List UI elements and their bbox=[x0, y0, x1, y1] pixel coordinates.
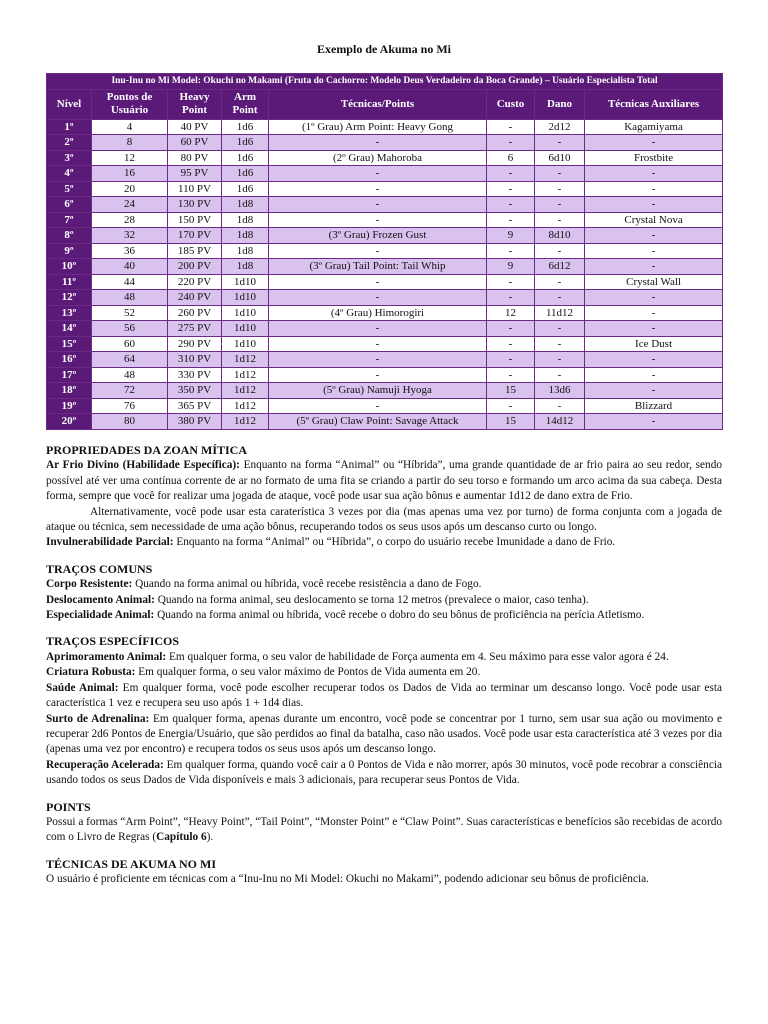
table-row bbox=[47, 212, 723, 228]
table-cell: 95 PV bbox=[168, 166, 222, 182]
column-header: Pontos de Usuário bbox=[92, 89, 168, 119]
table-cell: - bbox=[585, 352, 723, 368]
table-cell: 6º bbox=[47, 197, 92, 213]
saude-text: Em qualquer forma, você pode escolher recuperar todos os Dados de Vida ao terminar um descanso longo. Você pode usar esta característica 1 vez e recupera seu uso após 1 + 1d4 dias. bbox=[46, 681, 722, 710]
table-cell: 56 bbox=[92, 321, 168, 337]
table-cell: 1d10 bbox=[222, 336, 269, 352]
points-text-before: Possui a formas “Arm Point”, “Heavy Point”, “Tail Point”, “Monster Point” e “Claw Point”. Suas características e benefícios são recebidas de acordo com o Livro de Regras ( bbox=[46, 815, 722, 844]
table-cell: 1d8 bbox=[222, 212, 269, 228]
points-paragraph bbox=[46, 815, 722, 846]
table-cell: 28 bbox=[92, 212, 168, 228]
table-cell: 24 bbox=[92, 197, 168, 213]
table-cell: 1d6 bbox=[222, 181, 269, 197]
table-cell: Ice Dust bbox=[585, 336, 723, 352]
table-cell: (2º Grau) Mahoroba bbox=[269, 150, 487, 166]
document-body bbox=[46, 443, 722, 888]
table-cell: - bbox=[487, 119, 535, 135]
table-cell: 60 PV bbox=[168, 135, 222, 151]
table-cell: 7º bbox=[47, 212, 92, 228]
table-cell: (5º Grau) Namuji Hyoga bbox=[269, 383, 487, 399]
table-cell: - bbox=[269, 197, 487, 213]
table-row bbox=[47, 321, 723, 337]
table-cell: 32 bbox=[92, 228, 168, 244]
column-header: Dano bbox=[535, 89, 585, 119]
criatura-text: Em qualquer forma, o seu valor máximo de Pontos de Vida aumenta em 20. bbox=[135, 666, 481, 679]
invuln-paragraph bbox=[46, 535, 722, 550]
table-cell: 4 bbox=[92, 119, 168, 135]
table-cell: - bbox=[585, 166, 723, 182]
table-cell: 9º bbox=[47, 243, 92, 259]
table-cell: - bbox=[535, 243, 585, 259]
table-cell: 15 bbox=[487, 414, 535, 430]
table-cell: - bbox=[535, 336, 585, 352]
table-cell: - bbox=[487, 166, 535, 182]
table-cell: 11d12 bbox=[535, 305, 585, 321]
table-row bbox=[47, 274, 723, 290]
table-cell: 1d8 bbox=[222, 228, 269, 244]
aprim-text: Em qualquer forma, o seu valor de habilidade de Força aumenta em 4. Seu máximo para esse valor agora é 24. bbox=[166, 650, 669, 663]
table-cell: - bbox=[585, 383, 723, 399]
table-cell: 1d6 bbox=[222, 166, 269, 182]
table-cell: - bbox=[585, 197, 723, 213]
table-cell: - bbox=[269, 367, 487, 383]
espec-paragraph bbox=[46, 608, 722, 623]
table-row bbox=[47, 398, 723, 414]
table-cell: 1d12 bbox=[222, 367, 269, 383]
table-cell: - bbox=[535, 135, 585, 151]
table-cell: 13º bbox=[47, 305, 92, 321]
zoan-heading: PROPRIEDADES DA ZOAN MÍTICA bbox=[46, 443, 248, 457]
table-cell: - bbox=[487, 321, 535, 337]
desloc-text: Quando na forma animal, seu deslocamento se torna 12 metros (prevalece o maior, caso tenha). bbox=[154, 593, 589, 606]
ar-frio-paragraph bbox=[46, 458, 722, 504]
table-cell: - bbox=[269, 135, 487, 151]
table-cell: Frostbite bbox=[585, 150, 723, 166]
table-cell: - bbox=[585, 181, 723, 197]
table-row bbox=[47, 259, 723, 275]
table-cell: Crystal Nova bbox=[585, 212, 723, 228]
page-title: Exemplo de Akuma no Mi bbox=[316, 42, 451, 56]
table-cell: (4º Grau) Himorogiri bbox=[269, 305, 487, 321]
surto-text: Em qualquer forma, apenas durante um encontro, você pode se concentrar por 1 turno, sem usar sua ação ou movimento e recuperar 2d6 Pontos de Energia/Usuário, que são perdidos ao final da batalha, caso não usados. Você pode usar esta característica até 3 vezes por dia (apenas uma vez por encontro) e recupera todos os seus usos após um descanso longo. bbox=[46, 712, 722, 756]
table-cell: - bbox=[269, 290, 487, 306]
table-cell: - bbox=[535, 181, 585, 197]
table-cell: 12º bbox=[47, 290, 92, 306]
table-caption: Inu-Inu no Mi Model: Okuchi no Makami (Fruta do Cachorro: Modelo Deus Verdadeiro da Boca Grande) – Usuário Especialista Total bbox=[47, 74, 723, 90]
table-cell: - bbox=[535, 321, 585, 337]
table-cell: 1d10 bbox=[222, 274, 269, 290]
table-cell: - bbox=[269, 274, 487, 290]
table-row bbox=[47, 150, 723, 166]
column-header: Custo bbox=[487, 89, 535, 119]
table-cell: (3º Grau) Tail Point: Tail Whip bbox=[269, 259, 487, 275]
table-cell: 1d12 bbox=[222, 352, 269, 368]
column-header: Técnicas Auxiliares bbox=[585, 89, 723, 119]
invuln-text: Enquanto na forma “Animal” ou “Híbrida”, o corpo do usuário recebe Imunidade a dano de Frio. bbox=[173, 536, 616, 549]
table-cell: - bbox=[535, 212, 585, 228]
table-row bbox=[47, 228, 723, 244]
table-cell: - bbox=[487, 212, 535, 228]
table-cell: 16 bbox=[92, 166, 168, 182]
table-row bbox=[47, 290, 723, 306]
ar-frio-text: Enquanto na forma “Animal” ou “Híbrida”, uma grande quantidade de ar frio paira ao seu redor, sendo possível até ver uma contínua corrente de ar no formato de uma fita se criando a partir do seu torso e formando um arco acima da sua cabeça. Desta forma, sempre que você for realizar uma jogada de ataque, você pode usar sua ação bônus e aumentar 1d12 de dano extra de Frio. bbox=[46, 459, 722, 503]
table-cell: 2d12 bbox=[535, 119, 585, 135]
table-cell: - bbox=[269, 243, 487, 259]
table-cell: - bbox=[487, 336, 535, 352]
table-cell: 14º bbox=[47, 321, 92, 337]
table-cell: - bbox=[585, 414, 723, 430]
table-cell: 8 bbox=[92, 135, 168, 151]
table-row bbox=[47, 305, 723, 321]
table-cell: 1d6 bbox=[222, 135, 269, 151]
corpo-paragraph bbox=[46, 577, 722, 592]
table-cell: 36 bbox=[92, 243, 168, 259]
table-cell: 12 bbox=[92, 150, 168, 166]
table-cell: - bbox=[535, 367, 585, 383]
table-cell: 170 PV bbox=[168, 228, 222, 244]
table-cell: 1d10 bbox=[222, 290, 269, 306]
table-cell: - bbox=[269, 166, 487, 182]
table-cell: - bbox=[585, 243, 723, 259]
table-header-row bbox=[47, 89, 723, 119]
table-cell: 18º bbox=[47, 383, 92, 399]
corpo-label: Corpo Resistente: bbox=[46, 578, 133, 591]
espec-label: Especialidade Animal: bbox=[46, 609, 155, 622]
table-cell: 1d6 bbox=[222, 119, 269, 135]
table-cell: 8º bbox=[47, 228, 92, 244]
table-cell: - bbox=[535, 398, 585, 414]
table-cell: - bbox=[487, 274, 535, 290]
table-row bbox=[47, 383, 723, 399]
table-cell: - bbox=[269, 212, 487, 228]
table-cell: 380 PV bbox=[168, 414, 222, 430]
table-cell: 2º bbox=[47, 135, 92, 151]
table-cell: 290 PV bbox=[168, 336, 222, 352]
table-cell: - bbox=[487, 352, 535, 368]
table-cell: 15º bbox=[47, 336, 92, 352]
table-cell: (5º Grau) Claw Point: Savage Attack bbox=[269, 414, 487, 430]
table-cell: 48 bbox=[92, 290, 168, 306]
table-cell: 1d6 bbox=[222, 150, 269, 166]
table-cell: 1d10 bbox=[222, 321, 269, 337]
table-cell: - bbox=[487, 243, 535, 259]
table-cell: - bbox=[269, 352, 487, 368]
table-cell: - bbox=[535, 166, 585, 182]
table-cell: 20º bbox=[47, 414, 92, 430]
column-header: Arm Point bbox=[222, 89, 269, 119]
aprim-paragraph bbox=[46, 650, 722, 665]
table-cell: (1º Grau) Arm Point: Heavy Gong bbox=[269, 119, 487, 135]
table-cell: 13d6 bbox=[535, 383, 585, 399]
table-cell: - bbox=[585, 367, 723, 383]
table-cell: 150 PV bbox=[168, 212, 222, 228]
table-cell: 350 PV bbox=[168, 383, 222, 399]
table-cell: 60 bbox=[92, 336, 168, 352]
table-cell: 5º bbox=[47, 181, 92, 197]
table-cell: 6d10 bbox=[535, 150, 585, 166]
table-row bbox=[47, 166, 723, 182]
table-cell: - bbox=[269, 336, 487, 352]
surto-label: Surto de Adrenalina: bbox=[46, 712, 150, 725]
table-cell: Blizzard bbox=[585, 398, 723, 414]
table-cell: 1d12 bbox=[222, 414, 269, 430]
table-cell: 1d12 bbox=[222, 383, 269, 399]
table-cell: 16º bbox=[47, 352, 92, 368]
table-cell: - bbox=[487, 367, 535, 383]
table-cell: 40 PV bbox=[168, 119, 222, 135]
table-cell: - bbox=[535, 290, 585, 306]
espec-text: Quando na forma animal ou híbrida, você recebe o dobro do seu bônus de proficiência na perícia Atletismo. bbox=[154, 609, 645, 622]
table-cell: 40 bbox=[92, 259, 168, 275]
aprim-label: Aprimoramento Animal: bbox=[46, 650, 167, 663]
table-cell: 10º bbox=[47, 259, 92, 275]
table-cell: 80 bbox=[92, 414, 168, 430]
table-cell: 1d8 bbox=[222, 243, 269, 259]
table-row bbox=[47, 414, 723, 430]
table-cell: (3º Grau) Frozen Gust bbox=[269, 228, 487, 244]
table-row bbox=[47, 336, 723, 352]
table-cell: 11º bbox=[47, 274, 92, 290]
saude-paragraph bbox=[46, 681, 722, 712]
table-cell: - bbox=[487, 290, 535, 306]
table-row bbox=[47, 243, 723, 259]
table-cell: 240 PV bbox=[168, 290, 222, 306]
table-cell: 1d8 bbox=[222, 259, 269, 275]
table-cell: - bbox=[269, 321, 487, 337]
table-cell: - bbox=[585, 321, 723, 337]
table-cell: 8d10 bbox=[535, 228, 585, 244]
table-cell: - bbox=[535, 352, 585, 368]
table-cell: 20 bbox=[92, 181, 168, 197]
table-cell: 76 bbox=[92, 398, 168, 414]
criatura-paragraph bbox=[46, 665, 722, 680]
table-cell: 12 bbox=[487, 305, 535, 321]
alternativa-paragraph: Alternativamente, você pode usar esta caraterística 3 vezes por dia (mas apenas uma vez por turno) de forma conjunta com a jogada de ataque ou técnica, sem necessidade de uma ação bônus, recuperando todos os seus usos após um descanso curto ou longo. bbox=[46, 505, 722, 534]
table-cell: - bbox=[535, 274, 585, 290]
table-cell: 275 PV bbox=[168, 321, 222, 337]
points-heading: POINTS bbox=[46, 799, 91, 814]
table-cell: - bbox=[585, 259, 723, 275]
table-cell: - bbox=[487, 197, 535, 213]
table-cell: 1d10 bbox=[222, 305, 269, 321]
table-cell: Kagamiyama bbox=[585, 119, 723, 135]
table-cell: 6 bbox=[487, 150, 535, 166]
table-cell: - bbox=[487, 181, 535, 197]
recup-text: Em qualquer forma, quando você cair a 0 Pontos de Vida e não morrer, após 30 minutos, você pode recobrar a consciência usando todos os seus Dados de Vida disponíveis e mais 3 adicionais, para recuperar seus Pontos de Vida. bbox=[46, 758, 722, 787]
table-cell: 9 bbox=[487, 228, 535, 244]
points-chapter: Capítulo 6 bbox=[156, 831, 207, 844]
table-row bbox=[47, 352, 723, 368]
akuma-table bbox=[46, 73, 723, 430]
table-row bbox=[47, 135, 723, 151]
table-cell: 310 PV bbox=[168, 352, 222, 368]
table-cell: 110 PV bbox=[168, 181, 222, 197]
table-cell: 9 bbox=[487, 259, 535, 275]
desloc-label: Deslocamento Animal: bbox=[46, 593, 155, 606]
desloc-paragraph bbox=[46, 593, 722, 608]
table-cell: 44 bbox=[92, 274, 168, 290]
table-cell: 1d8 bbox=[222, 197, 269, 213]
table-cell: 330 PV bbox=[168, 367, 222, 383]
points-text-after: ). bbox=[206, 831, 214, 844]
table-cell: 1º bbox=[47, 119, 92, 135]
surto-paragraph bbox=[46, 712, 722, 758]
recup-label: Recuperação Acelerada: bbox=[46, 758, 164, 771]
table-row bbox=[47, 197, 723, 213]
table-cell: - bbox=[585, 290, 723, 306]
table-cell: Crystal Wall bbox=[585, 274, 723, 290]
table-cell: 17º bbox=[47, 367, 92, 383]
comuns-heading: TRAÇOS COMUNS bbox=[46, 561, 153, 576]
table-cell: 4º bbox=[47, 166, 92, 182]
table-cell: 3º bbox=[47, 150, 92, 166]
table-cell: - bbox=[269, 398, 487, 414]
table-cell: 130 PV bbox=[168, 197, 222, 213]
table-cell: - bbox=[535, 197, 585, 213]
table-cell: 72 bbox=[92, 383, 168, 399]
table-cell: 52 bbox=[92, 305, 168, 321]
tecnicas-heading: TÉCNICAS DE AKUMA NO MI bbox=[46, 856, 217, 871]
table-cell: 260 PV bbox=[168, 305, 222, 321]
tecnicas-paragraph: O usuário é proficiente em técnicas com a “Inu-Inu no Mi Model: Okuchi no Makami”, podendo adicionar seu bônus de proficiência. bbox=[46, 873, 649, 886]
column-header: Técnicas/Points bbox=[269, 89, 487, 119]
table-cell: 15 bbox=[487, 383, 535, 399]
table-cell: 200 PV bbox=[168, 259, 222, 275]
table-cell: - bbox=[487, 398, 535, 414]
table-row bbox=[47, 367, 723, 383]
table-row bbox=[47, 181, 723, 197]
table-cell: 64 bbox=[92, 352, 168, 368]
criatura-label: Criatura Robusta: bbox=[46, 666, 136, 679]
table-row bbox=[47, 119, 723, 135]
ar-frio-label: Ar Frio Divino (Habilidade Específica): bbox=[46, 459, 240, 472]
saude-label: Saúde Animal: bbox=[46, 681, 119, 694]
table-cell: - bbox=[585, 305, 723, 321]
table-cell: 80 PV bbox=[168, 150, 222, 166]
especificos-heading: TRAÇOS ESPECÍFICOS bbox=[46, 634, 180, 649]
table-cell: 6d12 bbox=[535, 259, 585, 275]
table-cell: 14d12 bbox=[535, 414, 585, 430]
column-header: Heavy Point bbox=[168, 89, 222, 119]
table-cell: - bbox=[487, 135, 535, 151]
table-cell: - bbox=[269, 181, 487, 197]
corpo-text: Quando na forma animal ou híbrida, você recebe resistência a dano de Fogo. bbox=[132, 578, 482, 591]
recup-paragraph bbox=[46, 758, 722, 789]
invuln-label: Invulnerabilidade Parcial: bbox=[46, 536, 174, 549]
table-body bbox=[47, 119, 723, 429]
table-cell: 1d12 bbox=[222, 398, 269, 414]
table-cell: 365 PV bbox=[168, 398, 222, 414]
table-cell: - bbox=[585, 135, 723, 151]
table-cell: 185 PV bbox=[168, 243, 222, 259]
table-cell: 220 PV bbox=[168, 274, 222, 290]
table-cell: - bbox=[585, 228, 723, 244]
column-header: Nível bbox=[47, 89, 92, 119]
table-cell: 48 bbox=[92, 367, 168, 383]
table-cell: 19º bbox=[47, 398, 92, 414]
